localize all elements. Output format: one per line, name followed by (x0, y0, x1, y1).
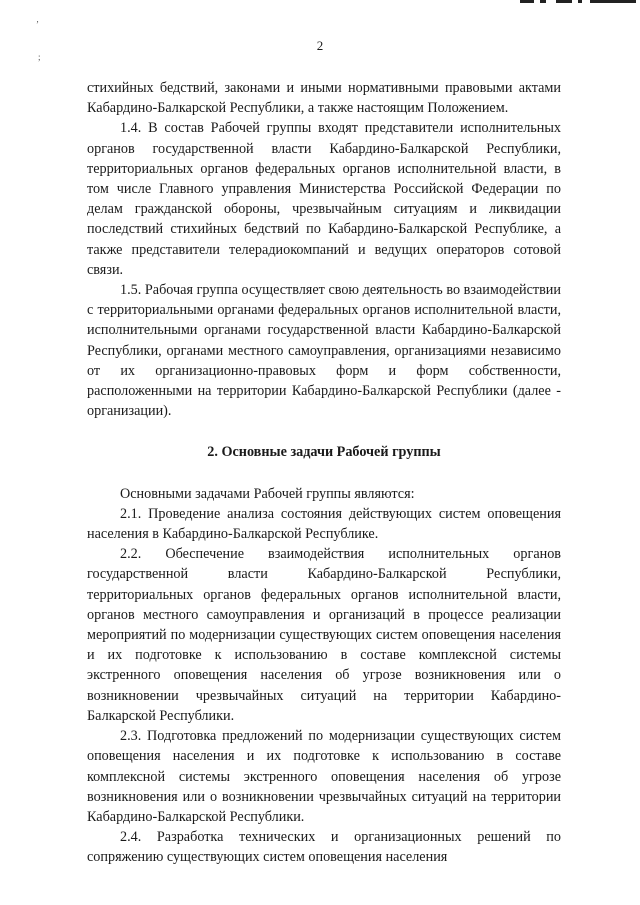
document-body (87, 78, 561, 868)
paragraph-2-1: 2.1. Проведение анализа состояния действующих систем оповещения населения в Кабардино-Балкарской Республике. (87, 505, 561, 543)
paragraph-2-2: 2.2. Обеспечение взаимодействия исполнительных органов государственной власти Кабардино-Балкарской Республики, территориальных органов федеральных органов исполнительной власти, органов местного самоуправления и организаций в процессе реализации мероприятий по модернизации существующих систем оповещения населения и их подготовке к использованию в составе комплексной системы экстренного оповещения населения об угрозе возникновения или о возникновении чрезвычайных ситуаций на территории Кабардино-Балкарской Республики. (87, 546, 561, 724)
paragraph-2-4: 2.4. Разработка технических и организационных решений по сопряжению существующих систем оповещения населения (87, 829, 561, 866)
section-heading: 2. Основные задачи Рабочей группы (207, 444, 441, 461)
paragraph-2-3: 2.3. Подготовка предложений по модернизации существующих систем оповещения населения и их подготовке к использованию в составе комплексной системы экстренного оповещения населения об угрозе возникновения или о возникновении чрезвычайных ситуаций на территории Кабардино-Балкарской Республики. (87, 728, 561, 825)
paragraph-1-5: 1.5. Рабочая группа осуществляет свою деятельность во взаимодействии с территориальными органами федеральных органов исполнительной власти, исполнительными органами государственной власти Кабардино-Балкарской Республики, органами местного самоуправления, организациями независимо от их организационно-правовых форм и форм собственности, расположенными на территории Кабардино-Балкарской Республики (далее - организации). (87, 282, 561, 420)
paragraph-continuation: стихийных бедствий, законами и иными нормативными правовыми актами Кабардино-Балкарской Республики, а также настоящим Положением. (87, 80, 561, 117)
scan-speck: ; (38, 52, 41, 62)
scan-artifact (500, 0, 640, 5)
scan-speck: ‚ (36, 14, 39, 24)
paragraph-intro: Основными задачами Рабочей группы являются: (120, 485, 415, 502)
page-number: 2 (316, 38, 324, 53)
paragraph-1-4: 1.4. В состав Рабочей группы входят представители исполнительных органов государственной власти Кабардино-Балкарской Республики, территориальных органов федеральных органов исполнительной власти, в том числе Главного управления Министерства Российской Федерации по делам гражданской обороны, чрезвычайным ситуациям и ликвидации последствий стихийных бедствий по Кабардино-Балкарской Республике, а также представители телерадиокомпаний и ведущих операторов сотовой связи. (87, 120, 561, 278)
